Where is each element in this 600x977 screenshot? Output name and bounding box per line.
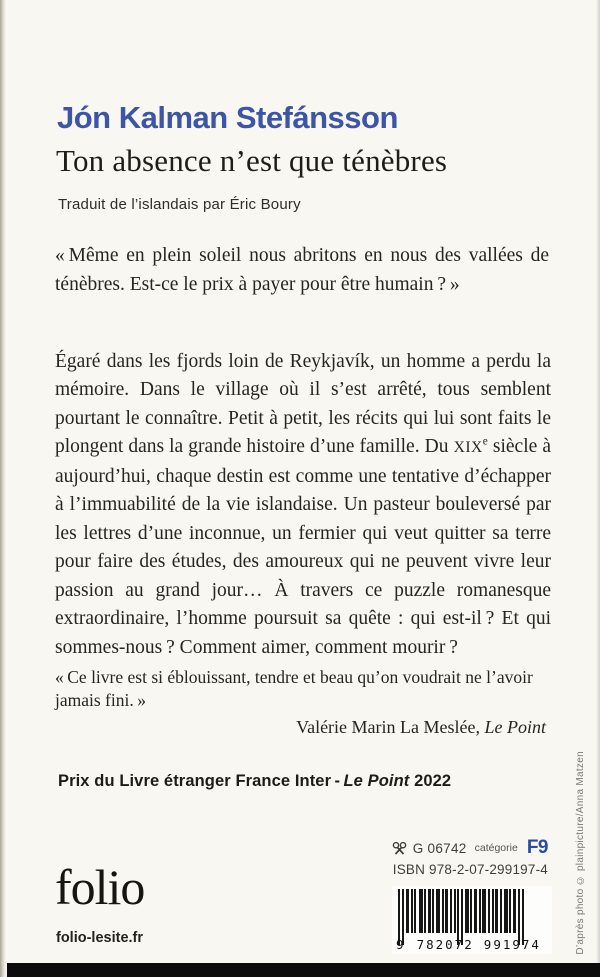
barcode-bar [450,889,452,933]
synopsis-part1: Égaré dans les fjords loin de Reykjavík, un homme a perdu la mémoire. Dans le village où il s’est arrêté, tous semblent pourtant le connaître. Petit à petit, les récits qui lui sont faits le plongent dans la grande histoire d’une famille. Du [55,350,551,457]
bottom-black-bar [7,963,600,977]
barcode-bar [488,889,490,933]
author-name: Jón Kalman Stefánsson [57,100,398,135]
barcode-bar [470,889,472,933]
review-attribution-source: Le Point [484,717,546,737]
publisher-logo: folio [55,859,145,915]
barcode-bar [500,889,502,933]
print-code: G 06742 [412,840,467,856]
publisher-mark-icon [391,841,408,856]
spine-edge-shadow [0,0,6,977]
print-codes-block [391,837,548,877]
prize-prefix: Prix du Livre étranger France Inter - [58,772,344,790]
barcode-bar [504,889,508,933]
review-quote: « Ce livre est si éblouissant, tendre et beau qu’on voudrait ne l’avoir jamais fini. » [55,667,533,710]
barcode-bar [445,889,448,933]
prize-banner [58,772,451,791]
barcode-bar [482,889,486,933]
barcode-bar [419,889,423,933]
review-attribution-name: Valérie Marin La Meslée, [296,717,485,737]
barcode-bar [436,889,440,933]
book-title: Ton absence n’est que ténèbres [56,143,448,178]
synopsis-century: XIX [453,439,483,456]
barcode-digits [396,937,546,952]
barcode-bar [479,889,481,933]
barcode [392,886,552,954]
synopsis-paragraph [55,348,551,663]
publisher-website: folio-lesite.fr [56,930,144,946]
isbn-number: ISBN 978-2-07-299197-4 [392,862,548,877]
barcode-bar [406,889,409,933]
barcode-bar [465,889,469,933]
cover-edge-shadow [596,0,600,977]
barcode-bar [492,889,494,933]
synopsis-part2: siècle à aujourd’hui, chaque destin est comme une tentative d’échapper à l’immuabilité de la vie islandaise. Un pasteur bouleversé par les lettres d’une inconnue, un fermier qui veut quitter sa terre pour faire des études, des amoureux qui ne peuvent vivre leur passion au grand jour… À travers ce puzzle romanesque extraordinaire, l’homme poursuit sa quête : qui est-il ? Et qui sommes-nous ? Comment aimer, comment mourir ? [55,436,551,658]
barcode-bar [442,889,444,933]
translator-credit: Traduit de l’islandais par Éric Boury [58,196,301,213]
barcode-bar [411,889,413,933]
barcode-lead-digit: 9 [396,937,404,952]
barcode-bar [424,889,426,933]
barcode-bar [513,889,516,933]
barcode-bar [428,889,431,933]
barcode-group1: 782072 [416,937,474,952]
review-attribution [55,717,546,738]
barcode-group2: 991974 [483,937,541,952]
barcode-bar [474,889,477,933]
synopsis-century-sup: e [482,435,488,448]
barcode-bar [509,889,511,933]
barcode-bar [495,889,498,933]
category-label: catégorie [474,842,518,854]
barcode-bar [414,889,416,933]
category-value: F9 [526,837,548,858]
photo-credit: D’après photo © plainpicture/Anna Matzen [575,751,586,955]
barcode-bar [432,889,434,933]
category-line [391,837,548,859]
prize-source: Le Point [343,772,410,790]
epigraph-quote: « Même en plein soleil nous abritons en nous des vallées de ténèbres. Est-ce le prix à payer pour être humain ? » [55,245,549,295]
barcode-bar [454,889,456,933]
prize-year: 2022 [409,772,452,790]
